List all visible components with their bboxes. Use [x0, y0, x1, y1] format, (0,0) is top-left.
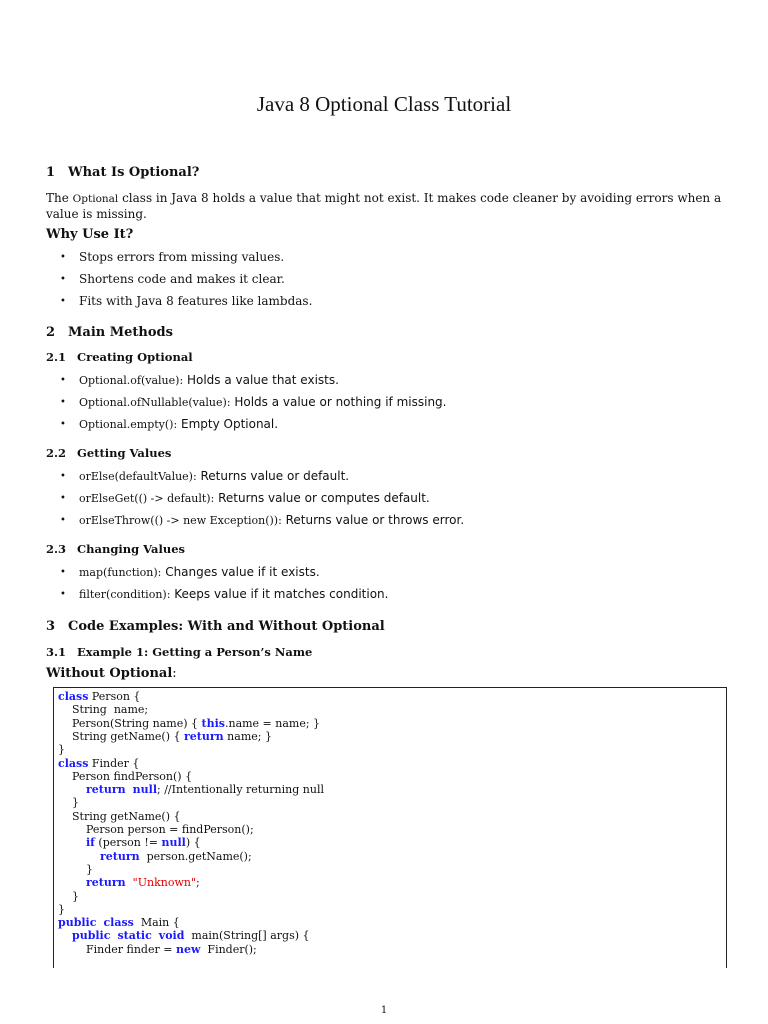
code-text — [58, 876, 86, 889]
code-text: String getName() { — [58, 809, 181, 823]
code-keyword: class — [103, 916, 134, 930]
code-line — [58, 810, 181, 823]
code-keyword: class — [58, 690, 89, 703]
list-item — [46, 373, 722, 395]
code-text: Person findPerson() { — [58, 769, 193, 783]
subsection-number: 3.1 — [46, 645, 67, 659]
section-3-heading — [46, 619, 385, 634]
subsection-2-1-heading — [46, 350, 193, 364]
code-keyword: class — [58, 756, 89, 770]
method-signature: orElse(defaultValue): — [79, 470, 197, 483]
code-text: Person person = findPerson(); — [58, 823, 254, 836]
list-item: • Shortens code and makes it clear. — [46, 272, 722, 294]
method-signature: map(function): — [79, 566, 162, 579]
code-text: Main { — [133, 916, 180, 930]
page-number: 1 — [380, 1005, 388, 1016]
code-text: } — [58, 743, 65, 757]
code-text — [58, 836, 86, 849]
method-description: Empty Optional. — [177, 417, 279, 431]
code-line — [58, 743, 65, 756]
document-title: Java 8 Optional Class Tutorial — [256, 92, 512, 116]
code-keyword: new — [175, 942, 201, 956]
creating-optional-list — [46, 373, 722, 439]
code-listing — [53, 687, 727, 968]
code-text: .name = name; } — [224, 716, 321, 730]
method-description: Returns value or default. — [196, 469, 350, 483]
method-signature: filter(condition): — [79, 588, 171, 601]
code-text — [152, 929, 159, 942]
list-item — [46, 395, 722, 417]
code-line — [58, 929, 310, 942]
code-keyword: if — [85, 836, 95, 850]
list-item — [46, 491, 722, 513]
section-1-heading — [46, 165, 199, 180]
list-item: • Stops errors from missing values. — [46, 250, 722, 272]
intro-paragraph — [46, 191, 722, 222]
subsection-number: 2.1 — [46, 350, 67, 364]
method-signature: Optional.ofNullable(value): — [79, 396, 231, 409]
code-text: Finder { — [88, 756, 140, 770]
code-keyword: null — [132, 783, 158, 797]
changing-values-list — [46, 565, 722, 609]
code-keyword: return — [85, 783, 126, 797]
code-line — [58, 863, 93, 876]
code-text: main(String[] args) { — [184, 929, 310, 943]
code-text: Finder(); — [200, 942, 257, 956]
why-use-it-list — [46, 250, 722, 316]
code-text: String getName() { — [58, 729, 185, 743]
code-line — [58, 717, 320, 730]
code-keyword: void — [158, 929, 185, 943]
code-keyword: public — [72, 929, 111, 943]
code-line — [58, 690, 140, 703]
why-use-it-heading: Why Use It? — [46, 227, 134, 242]
code-line — [58, 796, 79, 809]
code-keyword: static — [117, 929, 152, 943]
code-line — [58, 783, 324, 796]
subsection-title: Changing Values — [77, 542, 185, 556]
without-optional-heading — [46, 666, 177, 681]
code-text: Person(String name) { — [58, 716, 202, 730]
subsection-title: Example 1: Getting a Person’s Name — [77, 645, 313, 659]
method-signature: orElseThrow(() -> new Exception()): — [79, 514, 282, 527]
heading-colon: : — [172, 666, 177, 681]
code-keyword: return — [184, 729, 224, 743]
code-text: name; } — [223, 729, 272, 743]
method-description: Changes value if it exists. — [161, 565, 320, 579]
subsection-title: Getting Values — [77, 446, 172, 460]
code-text: } — [58, 902, 65, 916]
code-keyword: return — [99, 849, 140, 863]
code-text — [126, 783, 133, 796]
code-text — [126, 876, 133, 889]
method-description: Returns value or computes default. — [214, 491, 430, 505]
list-item — [46, 469, 722, 491]
code-text — [58, 783, 86, 796]
list-item: • Fits with Java 8 features like lambdas. — [46, 294, 722, 316]
subsection-number: 2.3 — [46, 542, 67, 556]
getting-values-list — [46, 469, 722, 535]
code-text: ; — [196, 876, 200, 890]
code-line — [58, 823, 254, 836]
code-text: Person { — [88, 690, 141, 703]
list-item — [46, 513, 722, 535]
subsection-2-3-heading — [46, 542, 185, 556]
code-keyword: public — [58, 916, 97, 930]
code-keyword: null — [161, 836, 186, 850]
subsection-title: Creating Optional — [77, 350, 193, 364]
code-text: person.getName(); — [139, 849, 252, 863]
section-number: 2 — [46, 325, 56, 340]
section-2-heading — [46, 325, 173, 340]
code-line — [58, 836, 201, 849]
list-item — [46, 565, 722, 587]
list-item — [46, 587, 722, 609]
code-text: } — [58, 796, 79, 810]
code-text: } — [58, 889, 79, 903]
method-signature: orElseGet(() -> default): — [79, 492, 215, 505]
code-text: String name; — [58, 703, 149, 717]
section-number: 3 — [46, 619, 56, 634]
inline-code: Optional — [72, 193, 119, 205]
section-number: 1 — [46, 165, 56, 180]
subsection-number: 2.2 — [46, 446, 67, 460]
code-text: ) { — [185, 836, 201, 850]
subsection-3-1-heading — [46, 645, 312, 659]
code-line — [58, 876, 200, 889]
method-signature: Optional.of(value): — [79, 374, 184, 387]
list-item — [46, 417, 722, 439]
code-text: Finder finder = — [58, 942, 176, 956]
code-line — [58, 943, 257, 956]
code-line — [58, 730, 272, 743]
code-line — [58, 903, 65, 916]
section-title: What Is Optional? — [68, 165, 200, 180]
code-line — [58, 916, 180, 929]
subsection-2-2-heading — [46, 446, 171, 460]
code-line — [58, 757, 139, 770]
section-title: Code Examples: With and Without Optional — [68, 619, 385, 634]
para-text: The — [46, 191, 73, 205]
code-text: } — [58, 862, 93, 876]
code-keyword: return — [85, 876, 126, 890]
para-text: class in Java 8 holds a value that might not exist. It makes code cleaner by avoiding errors when a value is missing. — [46, 191, 722, 221]
code-line — [58, 890, 79, 903]
code-text: ; //Intentionally returning null — [157, 783, 324, 797]
code-line — [58, 703, 148, 716]
method-description: Keeps value if it matches condition. — [170, 587, 389, 601]
section-title: Main Methods — [68, 325, 173, 340]
heading-text: Without Optional — [46, 666, 173, 681]
method-description: Holds a value that exists. — [183, 373, 339, 387]
method-signature: Optional.empty(): — [79, 418, 178, 431]
method-description: Holds a value or nothing if missing. — [230, 395, 447, 409]
code-line — [58, 770, 192, 783]
code-text: (person != — [94, 836, 162, 850]
code-string: "Unknown" — [132, 876, 197, 890]
code-text — [58, 850, 100, 863]
method-description: Returns value or throws error. — [281, 513, 465, 527]
code-text — [58, 929, 72, 942]
code-line — [58, 850, 252, 863]
code-keyword: this — [201, 716, 225, 730]
